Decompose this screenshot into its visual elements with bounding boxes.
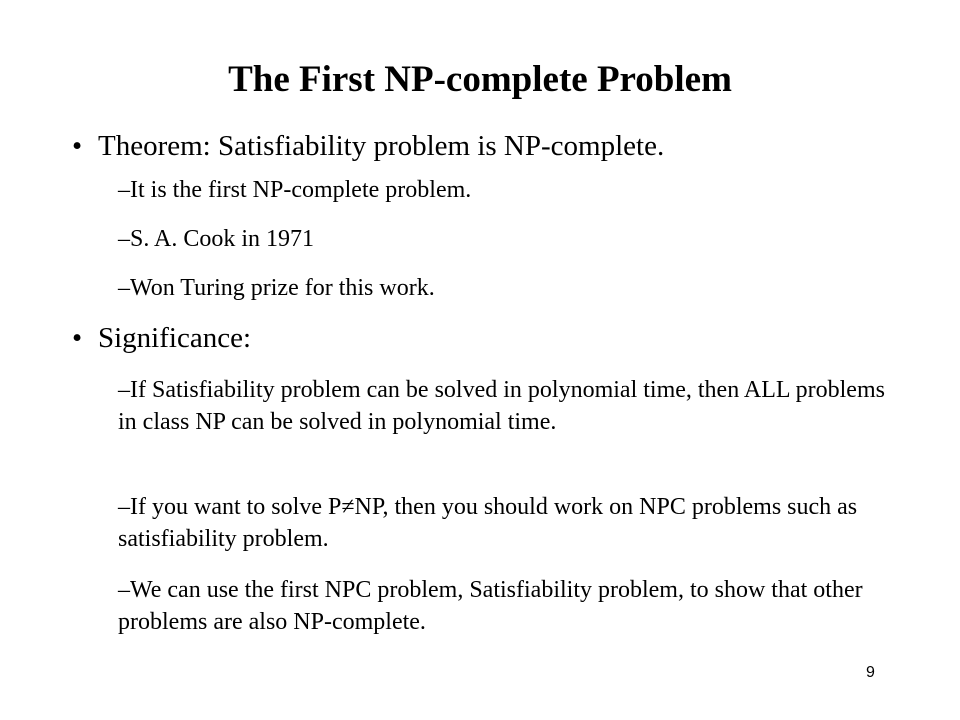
page-number: 9	[866, 664, 875, 681]
sub-item-polynomial: –If Satisfiability problem can be solved in polynomial time, then ALL problems in class NP can be solved in polynomial time.	[118, 377, 885, 435]
sub-item-cook: –S. A. Cook in 1971	[118, 226, 315, 252]
sub-item-first-problem: –It is the first NP-complete problem.	[118, 177, 472, 203]
bullet-theorem	[72, 126, 664, 166]
sub-item-p-neq-np: –If you want to solve P≠NP, then you should work on NPC problems such as satisfiability problem.	[118, 494, 858, 552]
bullet-dot: •	[72, 130, 83, 162]
bullet-significance	[72, 318, 251, 358]
bullet-dot: •	[72, 322, 83, 354]
sub-item-reduction: –We can use the first NPC problem, Satisfiability problem, to show that other problems are also NP-complete.	[118, 577, 863, 635]
slide-title: The First NP-complete Problem	[228, 59, 732, 100]
bullet-text: Theorem: Satisfiability problem is NP-complete.	[98, 130, 665, 162]
bullet-text: Significance:	[98, 322, 252, 354]
sub-item-turing: –Won Turing prize for this work.	[118, 275, 435, 301]
